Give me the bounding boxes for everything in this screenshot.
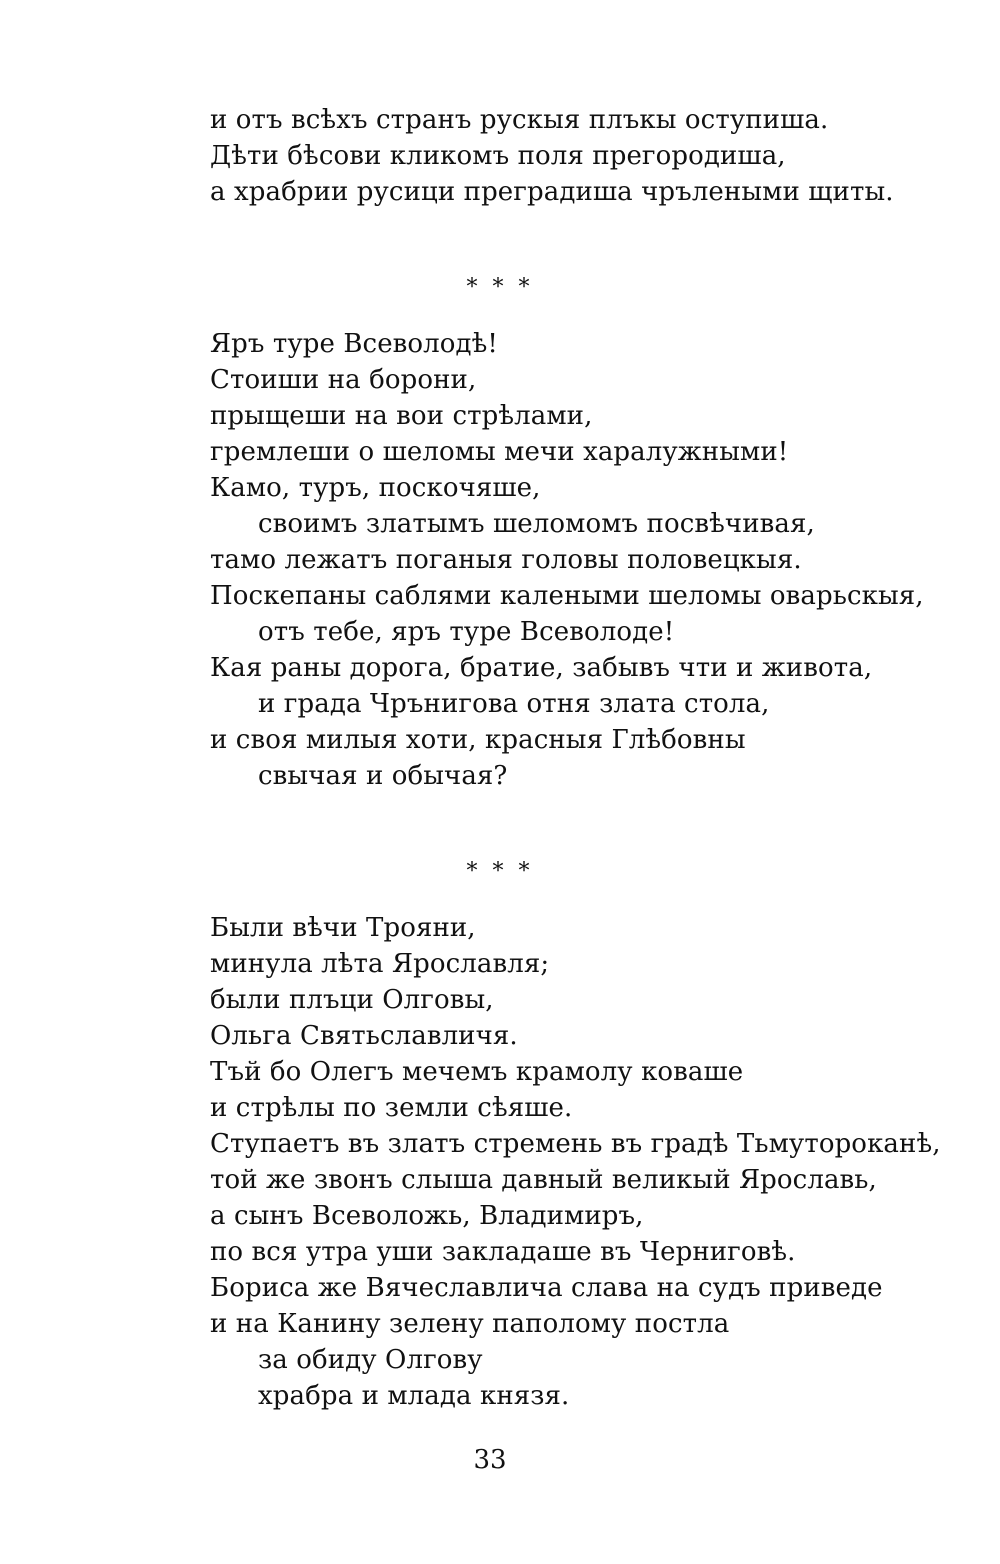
section-separator: * * * <box>466 859 534 884</box>
verse-line-indented: храбра и млада князя. <box>258 1381 570 1411</box>
verse-line: той же звонъ слыша давный великый Ярославь, <box>210 1165 877 1195</box>
verse-line: прыщеши на вои стрѣлами, <box>210 401 593 431</box>
page-number: 33 <box>473 1445 507 1475</box>
verse-line: Были вѣчи Трояни, <box>210 913 476 943</box>
verse-line: по вся утра уши закладаше въ Черниговѣ. <box>210 1237 796 1267</box>
verse-line: а храбрии русици преградиша чрълеными щиты. <box>210 177 894 207</box>
verse-line-indented: свычая и обычая? <box>258 761 508 791</box>
verse-line: Стоиши на борони, <box>210 365 477 395</box>
verse-line: Яръ туре Всеволодѣ! <box>210 329 498 359</box>
verse-line-indented: за обиду Олгову <box>258 1345 483 1375</box>
verse-line-indented: и града Чрънигова отня злата стола, <box>258 689 770 719</box>
verse-line: Ольга Святьславличя. <box>210 1021 518 1051</box>
verse-line: и своя милыя хоти, красныя Глѣбовны <box>210 725 746 755</box>
verse-line: и на Канину зелену паполому постла <box>210 1309 730 1339</box>
verse-line: Бориса же Вячеславлича слава на судъ приведе <box>210 1273 883 1303</box>
verse-line: Дѣти бѣсови кликомъ поля прегородиша, <box>210 141 786 171</box>
verse-line: были плъци Олговы, <box>210 985 494 1015</box>
verse-line: Кая раны дорога, братие, забывъ чти и живота, <box>210 653 873 683</box>
verse-line: минула лѣта Ярославля; <box>210 949 550 979</box>
verse-line: а сынъ Всеволожь, Владимиръ, <box>210 1201 644 1231</box>
verse-line: гремлеши о шеломы мечи харалужными! <box>210 437 789 467</box>
verse-line: и отъ всѣхъ странъ рускыя плъкы оступиша. <box>210 105 829 135</box>
verse-line: и стрѣлы по земли сѣяше. <box>210 1093 573 1123</box>
verse-line: Тъй бо Олегъ мечемъ крамолу коваше <box>210 1057 744 1087</box>
verse-line: Поскепаны саблями калеными шеломы оварьскыя, <box>210 581 924 611</box>
section-separator: * * * <box>466 275 534 300</box>
verse-line: тамо лежатъ поганыя головы половецкыя. <box>210 545 802 575</box>
verse-line-indented: своимъ златымъ шеломомъ посвѣчивая, <box>258 509 815 539</box>
verse-line: Камо, туръ, поскочяше, <box>210 473 541 503</box>
verse-line-indented: отъ тебе, яръ туре Всеволоде! <box>258 617 675 647</box>
verse-line: Ступаетъ въ златъ стремень въ градѣ Тьмутороканѣ, <box>210 1129 941 1159</box>
